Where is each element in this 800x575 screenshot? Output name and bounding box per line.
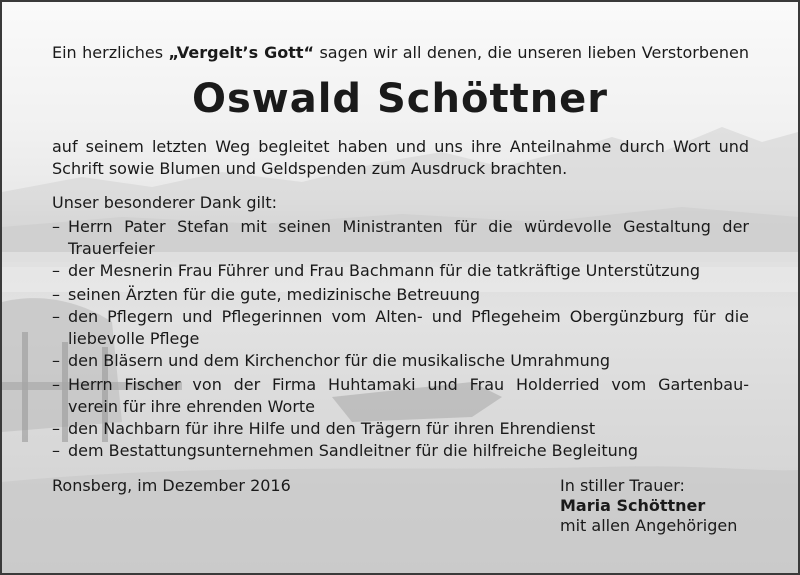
dash-bullet: – (52, 375, 60, 394)
thanks-item-6 (52, 374, 749, 396)
dash-bullet: – (52, 307, 60, 326)
mourner-family: mit allen Angehörigen (560, 516, 738, 535)
body-text-line-1: auf seinem letzten Weg begleitet haben und uns ihre Anteilnahme durch Wort und (52, 137, 749, 156)
thanks-item-text: der Mesnerin Frau Führer und Frau Bachmann für die tatkräftige Unterstützung (68, 261, 701, 280)
thanks-item-text: seinen Ärzten für die gute, medizinische Betreuung (68, 285, 481, 304)
thanks-item-4 (52, 306, 749, 328)
thanks-item-7 (52, 418, 749, 440)
thanks-item-text: Herrn Pater Stefan mit seinen Ministranten für die würdevolle Gestaltung der (68, 217, 749, 236)
intro-line (52, 42, 749, 64)
intro-text-end: sagen wir all denen, die unseren lieben Verstorbenen (314, 43, 750, 62)
dash-bullet: – (52, 217, 60, 236)
thanks-item-text: dem Bestattungsunternehmen Sandleitner für die hilfreiche Begleitung (68, 441, 639, 460)
thanks-item-8 (52, 440, 749, 462)
thanks-item-text: den Pflegern und Pflegerinnen vom Alten- und Pflegeheim Obergünzburg für die (68, 307, 749, 326)
dash-bullet: – (52, 261, 60, 280)
thanks-item-5 (52, 350, 749, 372)
thanks-item-1 (52, 216, 749, 238)
mourner-name: Maria Schöttner (560, 496, 706, 515)
thanks-item-text: den Nachbarn für ihre Hilfe und den Trägern für ihren Ehrendienst (68, 419, 596, 438)
dash-bullet: – (52, 351, 60, 370)
thanks-item-6-continued: verein für ihre ehrenden Worte (68, 397, 316, 416)
thanks-item-1-continued: Trauerfeier (68, 239, 155, 258)
deceased-name: Oswald Schöttner (191, 76, 609, 122)
vergelts-gott-phrase: „Vergelt’s Gott“ (168, 43, 315, 62)
thanks-item-text: Herrn Fischer von der Firma Huhtamaki und Frau Holderried vom Gartenbau- (68, 375, 749, 394)
mourning-label: In stiller Trauer: (560, 476, 685, 495)
dash-bullet: – (52, 441, 60, 460)
thanks-heading: Unser besonderer Dank gilt: (52, 193, 278, 212)
thanks-item-2 (52, 260, 749, 282)
intro-text-start: Ein herzliches (52, 43, 169, 62)
dash-bullet: – (52, 285, 60, 304)
thanks-item-text: den Bläsern und dem Kirchenchor für die musikalische Umrahmung (68, 351, 611, 370)
thanks-item-3 (52, 284, 749, 306)
place-date: Ronsberg, im Dezember 2016 (52, 476, 291, 495)
thanks-item-4-continued: liebevolle Pflege (68, 329, 200, 348)
dash-bullet: – (52, 419, 60, 438)
body-text-line-2: Schrift sowie Blumen und Geldspenden zum Ausdruck brachten. (52, 159, 568, 178)
